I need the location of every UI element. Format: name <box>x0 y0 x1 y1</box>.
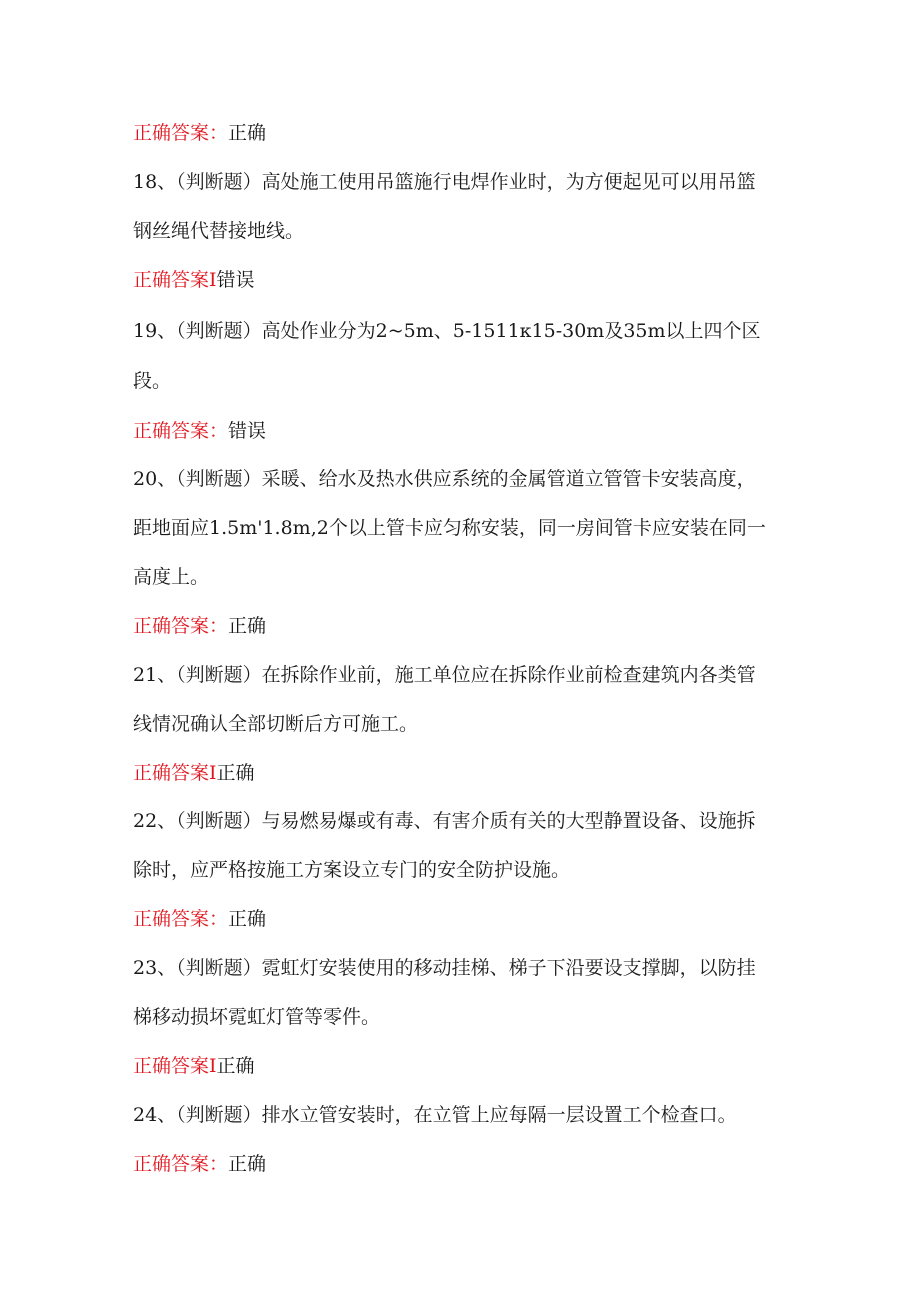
question-21-line-1: 21、（判断题）在拆除作业前，施工单位应在拆除作业前检查建筑内各类管 <box>133 664 756 686</box>
answer-value: 正确 <box>228 615 267 637</box>
question-18-line-1: 18、（判断题）高处施工使用吊篮施行电焊作业时，为方便起见可以用吊篮 <box>133 171 756 193</box>
question-18-line-2: 钢丝绳代替接地线。 <box>133 220 305 242</box>
question-19-line-1: 19、（判断题）高处作业分为2~5m、5-1511κ15-30m及35m以上四个区 <box>133 320 761 342</box>
answer-label: 正确答案： <box>133 122 229 144</box>
answer-line-22 <box>133 907 266 931</box>
answer-line-20 <box>133 614 266 638</box>
question-22-line-1: 22、（判断题）与易燃易爆或有毒、有害介质有关的大型静置设备、设施拆 <box>133 810 756 832</box>
answer-line-23 <box>133 1054 255 1078</box>
answer-label: 正确答案I <box>133 269 217 291</box>
answer-value: 错误 <box>228 420 267 442</box>
question-19-line-2: 段。 <box>133 370 172 392</box>
answer-value: 正确 <box>216 1055 255 1077</box>
answer-value: 正确 <box>228 122 267 144</box>
answer-line-17 <box>133 121 266 145</box>
answer-label: 正确答案： <box>133 908 229 930</box>
answer-value: 正确 <box>216 762 255 784</box>
answer-value: 正确 <box>228 908 267 930</box>
question-20-line-3: 高度上。 <box>133 566 210 588</box>
question-24-line-1: 24、（判断题）排水立管安装时，在立管上应每隔一层设置工个检查口。 <box>133 1104 737 1126</box>
answer-line-19 <box>133 419 266 443</box>
question-21-line-2: 线情况确认全部切断后方可施工。 <box>133 713 419 735</box>
question-20-line-2: 距地面应1.5m'1.8m,2个以上管卡应匀称安装，同一房间管卡应安装在同一 <box>133 517 766 539</box>
answer-label: 正确答案： <box>133 1153 229 1175</box>
answer-value: 错误 <box>216 269 255 291</box>
answer-label: 正确答案： <box>133 420 229 442</box>
answer-line-21 <box>133 761 255 785</box>
answer-label: 正确答案： <box>133 615 229 637</box>
answer-label: 正确答案I <box>133 762 217 784</box>
answer-value: 正确 <box>228 1153 267 1175</box>
question-23-line-1: 23、（判断题）霓虹灯安装使用的移动挂梯、梯子下沿要设支撑脚，以防挂 <box>133 957 756 979</box>
answer-line-24 <box>133 1152 266 1176</box>
answer-line-18 <box>133 268 255 292</box>
answer-label: 正确答案I <box>133 1055 217 1077</box>
question-20-line-1: 20、（判断题）采暖、给水及热水供应系统的金属管道立管管卡安装高度， <box>133 468 756 490</box>
question-23-line-2: 梯移动损坏霓虹灯管等零件。 <box>133 1006 381 1028</box>
question-22-line-2: 除时，应严格按施工方案设立专门的安全防护设施。 <box>133 859 571 881</box>
